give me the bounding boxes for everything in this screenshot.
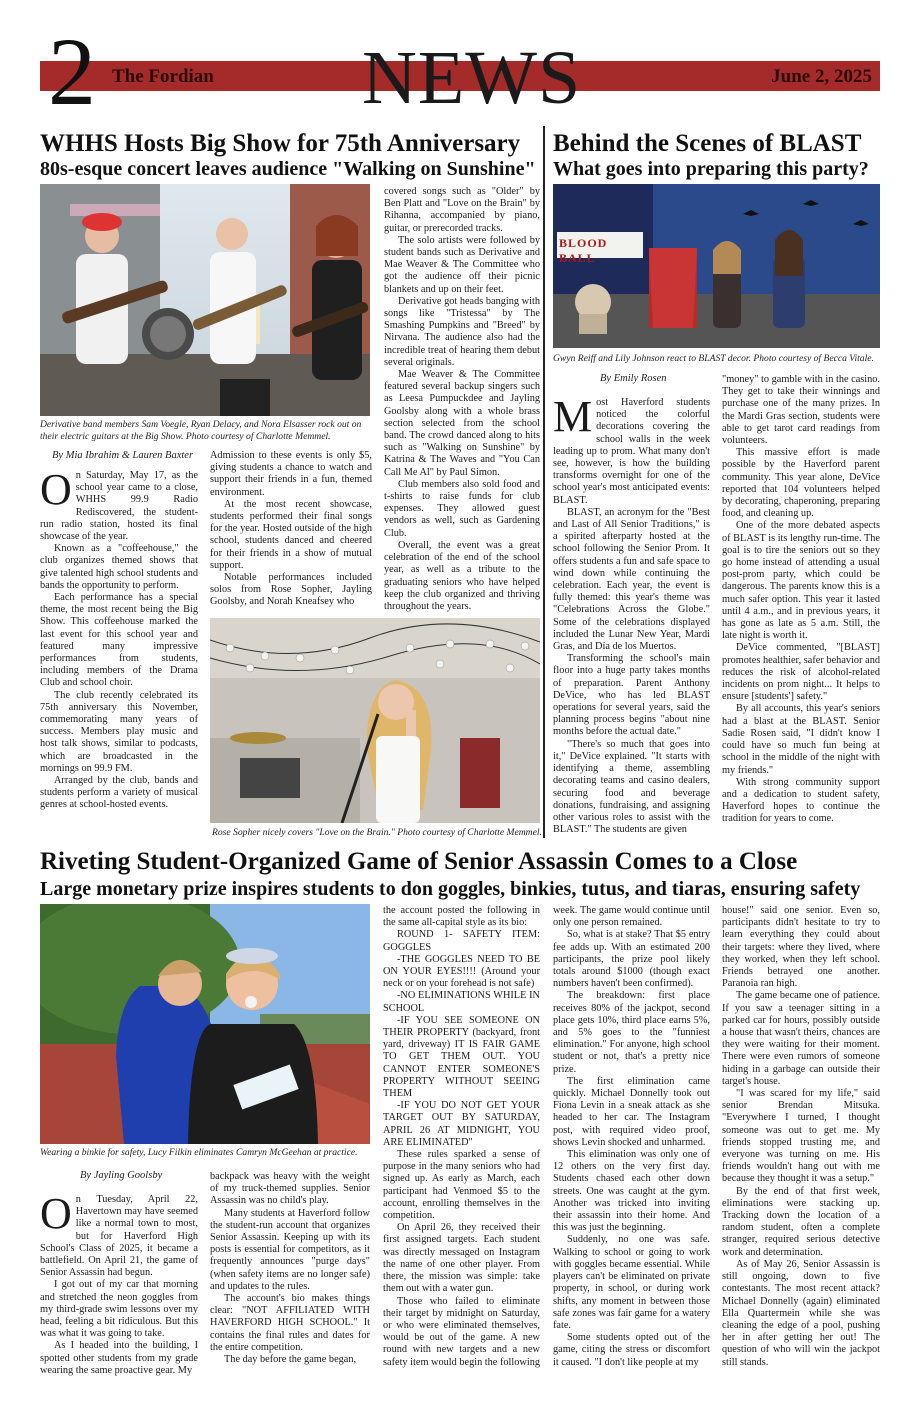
- article1-subhead: 80s-esque concert leaves audience "Walking on Sunshine": [40, 158, 536, 180]
- article3-column-3: the account posted the following in the same all-capital style as its bio: ROUND 1- SAFETY ITEM: GOGGLES -THE GOGGLES NEED TO BE ON YOUR EYES!!!! (Around your neck or on your forehead is not safe) -NO ELIMINATIONS WHILE IN SCHOOL -IF YOU SEE SOMEONE ON THEIR PROPERTY (backyard, front yard, driveway) IT IS FAIR GAME TO GET THEM OUT. YOU CANNOT ENTER SOMEONE'S PROPERTY WITHOUT SEEING THEM -IF YOU DO NOT GET YOUR TARGET OUT BY SATURDAY, APRIL 26 AT MIDNIGHT, YOU ARE ELIMINATED" These rules sparked a sense of purpose in the many seniors who had signed up. As early as March, each participant had Venmoed $5 to the account, enrolling themselves in the competition. On April 26, they received their first assigned targets. Each student was directly messaged on Instagram the name of one other player. From there, the mission was simple: take them out with a water gun. Those who failed to eliminate their target by midnight on Saturday, or who were eliminated themselves, would be out of the game. A new round with new targets and a new safety item would begin the following: [383, 905, 540, 1368]
- article1-headline: WHHS Hosts Big Show for 75th Anniversary: [40, 130, 521, 157]
- drop-cap: M: [553, 392, 593, 441]
- page-number: 2: [48, 18, 96, 125]
- column-divider: [543, 126, 545, 838]
- article2-byline: By Emily Rosen: [600, 373, 667, 384]
- article2-column-1: Most Haverford students noticed the colorful decorations covering the school walls in the week leading up to prom. What many don't see, however, is how the building transforms overnight for one of the school year's most anticipated events: BLAST. BLAST, an acronym for the "Best and Last of All Senior Traditions," is a spirited afterparty hosted at the school following the Senior Prom. It offers students a fun and safe space to wind down while continuing the celebration. Each year, the event is fully themed: this year's theme was "Celebrations Across the Globe." Some of the celebrations displayed included the Lunar New Year, Mardi Gras, and Día de los Muertos. Transforming the school's main floor into a huge party takes months of preparation. Parent Anthony DeVice, who has led BLAST operations for several years, said the planning process begins "about nine months before the actual date." "There's so much that goes into it," DeVice explained. "It starts with identifying a theme, assembling decorating teams and casino dealers, securing food and beverage donations, fundraising, and assigning other various roles to assist with the BLAST." The students are given: [553, 392, 710, 836]
- article1-column-1: On Saturday, May 17, as the school year came to a close, WHHS 99.9 Radio Rediscovered, the student-run radio station, hosted its final showcase of the year. Known as a "coffeehouse," the club organizes themed shows that give talented high school students and bands the opportunity to perform. Each performance has a special theme, the most recent being the Big Show. This coffeehouse marked the last event for this school year and featured many impressive performances from students, including members of the Drama Club and school choir. The club recently celebrated its 75th anniversary this November, commemorating many years of success. Members play music and host talk shows, similar to podcasts, which are broadcasted in the mornings on 99.9 FM. Arranged by the club, bands and students perform a variety of musical genres at school-hosted events.: [40, 465, 198, 811]
- drop-cap: O: [40, 1189, 72, 1238]
- article1-column-2: Admission to these events is only $5, giving students a chance to watch and support their friends in a fun, themed environment. At the most recent showcase, students performed their final songs for the year. Hosted outside of the high school, students danced and cheered for their friends in a show of mutual support. Notable performances included solos from Rose Sopher, Jayling Goolsby, and Norah Kneafsey who: [210, 450, 372, 608]
- article2-subhead: What goes into preparing this party?: [553, 158, 869, 180]
- article3-column-1: On Tuesday, April 22, Havertown may have seemed like a normal town to most, but for Haverford High School's Class of 2025, it became a battlefield. On April 21, the game of Senior Assassin had begun. I got out of my car that morning and stretched the neon goggles from my third-grade swim lessons over my head, feeling a bit ridiculous. But this was what it was going to take. As I headed into the building, I spotted other students from my grade wearing the same proactive gear. My: [40, 1189, 198, 1376]
- singer-photo: [210, 618, 540, 823]
- article3-byline: By Jayling Goolsby: [80, 1170, 163, 1181]
- section-title: NEWS: [362, 36, 582, 120]
- article3-subhead: Large monetary prize inspires students to don goggles, binkies, tutus, and tiaras, ensuring safety: [40, 878, 861, 900]
- blast-photo-caption: Gwyn Reiff and Lily Johnson react to BLAST decor. Photo courtesy of Becca Vitale.: [553, 353, 874, 364]
- singer-photo-caption: Rose Sopher nicely covers "Love on the Brain." Photo courtesy of Charlotte Memmel.: [212, 827, 542, 838]
- article2-column-2: "money" to gamble with in the casino. They get to take their winnings and purchase one of the many prizes. In the Mardi Gras section, students were able to get tarot card readings from volunteers. This massive effort is made possible by the Haverford parent community. This year alone, DeVice reported that 104 volunteers helped by decorating, chaperoning, preparing food, and cleaning up. One of the more debated aspects of BLAST is its lengthy run-time. The goal is to tire the seniors out so they go home instead of attending a usual post-prom party, which could be dangerous. The parents know this is a much safer option. This year it lasted until 4 a.m., and in previous years, it has gone as late as 5 a.m. Still, the late night is worth it. DeVice commented, "[BLAST] promotes healthier, safer behavior and reduces the risk of alcohol-related incidents on prom night... It helps to ensure [students'] safety." By all accounts, this year's seniors had a blast at the BLAST. Senior Sadie Rosen said, "I didn't know I could have so much fun being at school in the middle of the night with my friends." With strong community support and a dedication to student safety, Haverford hopes to continue the tradition for years to come.: [722, 374, 880, 825]
- assassin-photo: [40, 904, 370, 1144]
- article1-byline: By Mia Ibrahim & Lauren Baxter: [52, 450, 194, 461]
- article2-headline: Behind the Scenes of BLAST: [553, 130, 862, 157]
- article3-headline: Riveting Student-Organized Game of Senior Assassin Comes to a Close: [40, 848, 798, 875]
- article3-column-5: house!" said one senior. Even so, participants didn't hesitate to try to learn everything they could about their targets: where they lived, where they worked, when they left school. Friends betrayed one another. Paranoia ran high. The game became one of patience. If you saw a teenager sitting in a parked car for hours, possibly outside a house that wasn't theirs, chances are they were waiting for their moment. There were even rumors of someone hiding in a garbage can outside their target's house. "I was scared for my life," said senior Brendan Mitsuka. "Everywhere I turned, I thought someone was out to get me. My friends stopped trusting me, and everyone was turning on me. His friends wouldn't hang out with me because they thought it was a setup." By the end of that first week, eliminations were stacking up. Tracking down the location of a random student, often a complete stranger, required serious detective work and determination. As of May 26, Senior Assassin is still ongoing, down to five contestants. The most recent attack? Michael Donnelly (again) eliminated Ella Quartermein while she was cleaning the edge of a pool, pushing her in after getting her out! The question of who will win the jackpot still stands.: [722, 905, 880, 1368]
- publication-date: June 2, 2025: [771, 66, 872, 87]
- blast-photo: [553, 184, 880, 348]
- article3-column-2: backpack was heavy with the weight of my truck-themed supplies. Senior Assassin was no child's play. Many students at Haverford follow the student-run account that organizes Senior Assassin. Keeping up with its posts is essential for competitors, as it frequently announces "purge days" (when safety items are no longer safe) and updates to the rules. The account's bio makes things clear: "NOT AFFILIATED WITH HAVERFORD HIGH SCHOOL." It contains the final rules and dates for the entire competition. The day before the game began,: [210, 1171, 370, 1366]
- article1-column-3: covered songs such as "Older" by Ben Platt and "Love on the Brain" by Rihanna, accompanied by piano, guitar, or prerecorded tracks. The solo artists were followed by student bands such as Derivative and Mae Weaver & The Committee who got the audience off their picnic blankets and up on their feet. Derivative got heads banging with songs like "Tristessa" by The Smashing Pumpkins and "Breed" by Nirvana. The audience also had the incredible treat of hearing them debut several originals. Mae Weaver & The Committee featured several backup singers such as Leesa Pumpuckdee and Jayling Goolsby along with a whole brass section selected from the school band. The crowd danced along to hits such as "Walking on Sunshine" by Katrina & The Waves and "You Can Call Me Al" by Paul Simon. Club members also sold food and t-shirts to raise funds for club expenses. They allowed guest vendors as well, such as Gardening Club. Overall, the event was a great celebration of the end of the school year, as well as a tribute to the graduating seniors who have helped keep the club organized and thriving throughout the years.: [384, 186, 540, 612]
- blast-photo-sign: BLOOD BALL: [559, 236, 608, 265]
- paper-name: The Fordian: [112, 66, 214, 87]
- article3-column-4: week. The game would continue until only one person remained. So, what is at stake? That $5 entry fee adds up. With an estimated 200 participants, the prize pool likely totals around $1000 (though exact numbers haven't been confirmed). The breakdown: first place receives 80% of the jackpot, second place gets 10%, third place earns 5%, and 5% goes to the "funniest elimination." For anyone, high school student or not, that's a pretty nice prize. The first elimination came quickly. Michael Donnelly took out Fiona Levin in a sneak attack as she headed to her car. The Instagram post, with required video proof, shows Levin shocked and unharmed. This elimination was only one of 12 others on the very first day. Students chased each other down streets. One was caught at the gym. Another was tricked into inviting their assassin into their home. And this was just the beginning. Suddenly, no one was safe. Walking to school or going to work with goggles became essential. While players can't be eliminated on private property, in school, or during work shifts, any moment in between those safe zones was fair game for a watery fate. Some students opted out of the game, citing the stress or discomfort it caused. "I don't like people at my: [553, 905, 710, 1368]
- drop-cap: O: [40, 465, 72, 514]
- band-photo: [40, 184, 370, 416]
- band-photo-caption: Derivative band members Sam Voegle, Ryan Delacy, and Nora Elsasser rock out on their electric guitars at the Big Show. Photo courtesy of Charlotte Memmel.: [40, 419, 362, 442]
- assassin-photo-caption: Wearing a binkie for safety, Lucy Filkin eliminates Camryn McGeehan at practice.: [40, 1147, 358, 1158]
